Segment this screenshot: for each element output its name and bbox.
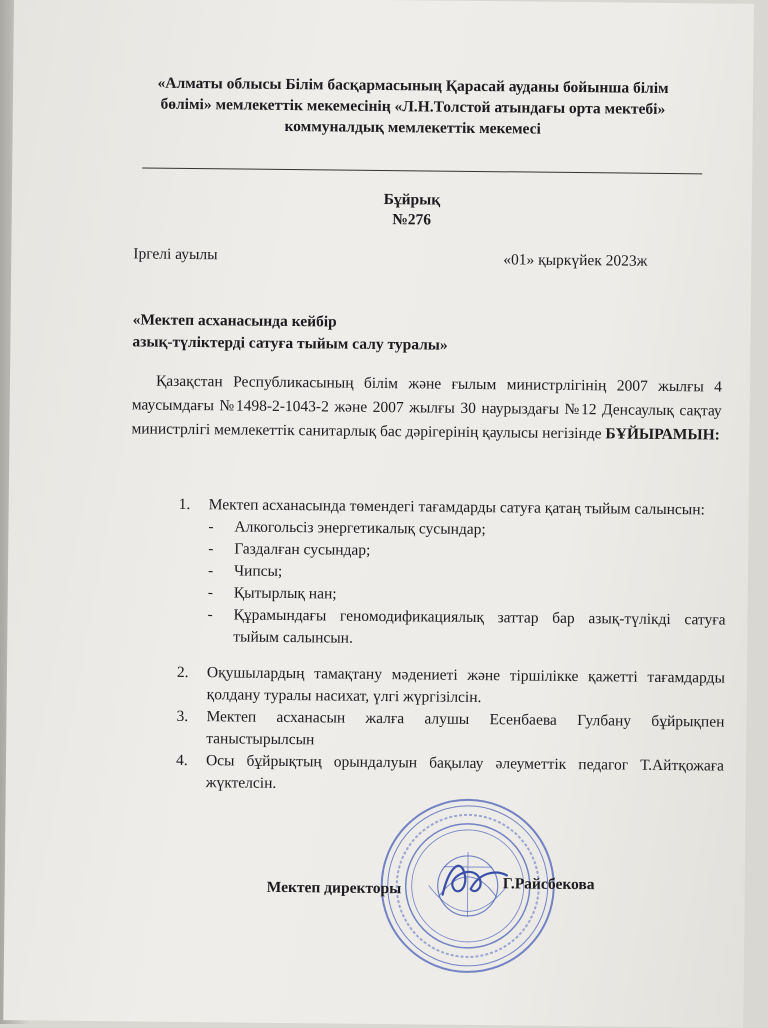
subject-line-1: «Мектеп асханасында кейбір [132,311,337,331]
order-item [176,750,724,800]
prohibited-item: - Құрамындағы геномодификациялық заттар бар азық-түлікді сатуға тыйым салынсын. [207,606,726,647]
prohibited-item-text: Қытырлық нан; [233,584,337,603]
order-item-number: 4. [175,751,188,769]
prohibited-item: - Газдалған сусындар; [208,540,371,559]
header-line-3: коммуналдық мемлекеттік мекемесі [284,117,541,138]
document-subject [132,309,552,357]
document-number: №276 [392,211,432,229]
order-item [177,662,725,712]
prohibited-item: - Алкогольсіз энергетикалық сусындар; [208,518,486,539]
prohibited-item-text: Чипсы; [233,562,283,580]
order-item-number: 3. [176,707,189,725]
subject-line-2: азық-түліктерді сатуға тыйым салу туралы» [132,333,448,354]
signature-block [266,875,627,901]
preamble-text: Қазақстан Республикасының білім және ғылым министрлігінің 2007 жылғы 4 маусымдағы №1498-2-1043-2 және 2007 жылғы 30 наурыздағы №12 Денсаулық сақтау министрлігі мемлекеттік санитарлық бас дәрігерінің қаулысы негізінде [131,372,723,443]
order-item-text: Осы бұйрықтың орындалуын бақылау әлеуметтік педагог Т.Айтқожаға жүктелсін. [205,752,725,792]
prohibited-item-text: Алкогольсіз энергетикалық сусындар; [234,518,486,539]
order-item-number: 2. [176,663,189,681]
header-line-1: «Алматы облысы Білім басқармасының Қарасай ауданы бойынша білім [157,74,669,97]
order-item [176,706,724,756]
order-item-text: Мектеп асханасын жалға алушы Есенбаева Гулбану бұйрықпен таныстырылсын [206,708,725,749]
order-item-text: Мектеп асханасында төмендегі тағамдарды сатуға қатаң тыйым салынсын: [208,496,705,519]
preamble-order-word: БҰЙЫРАМЫН: [605,425,720,444]
preamble-paragraph [131,369,722,447]
prohibited-items-list [207,516,726,653]
document-date: «01» қыркүйек 2023ж [503,251,648,270]
signatory-role: Мектеп директоры [266,878,402,898]
document-title-block [312,189,512,231]
organization-header [113,72,714,141]
document-page [3,0,754,1028]
prohibited-item: - Чипсы; [207,562,283,580]
order-items-list [176,494,727,800]
prohibited-item-text: Құрамындағы геномодификациялық заттар бар азық-түлікді сатуға тыйым салынсын. [233,606,726,647]
document-title: Бұйрық [383,191,441,209]
document-place: Іргелі ауылы [133,245,218,264]
order-item-number: 1. [178,495,191,513]
order-item-text: Оқушылардың тамақтану мәдениеті және тіршілікке қажетті тағамдарды қолдану туралы насихат, үлгі жүргізілсін. [206,664,726,707]
prohibited-item-text: Газдалған сусындар; [234,540,371,559]
order-item [177,494,727,654]
header-line-2: бөлімі» мемлекеттік мекемесінің «Л.Н.Толстой атындағы орта мектебі» [160,95,666,118]
prohibited-item: - Қытырлық нан; [207,584,337,603]
signatory-name: Г.Райсбекова [502,875,595,894]
header-divider [142,167,702,174]
